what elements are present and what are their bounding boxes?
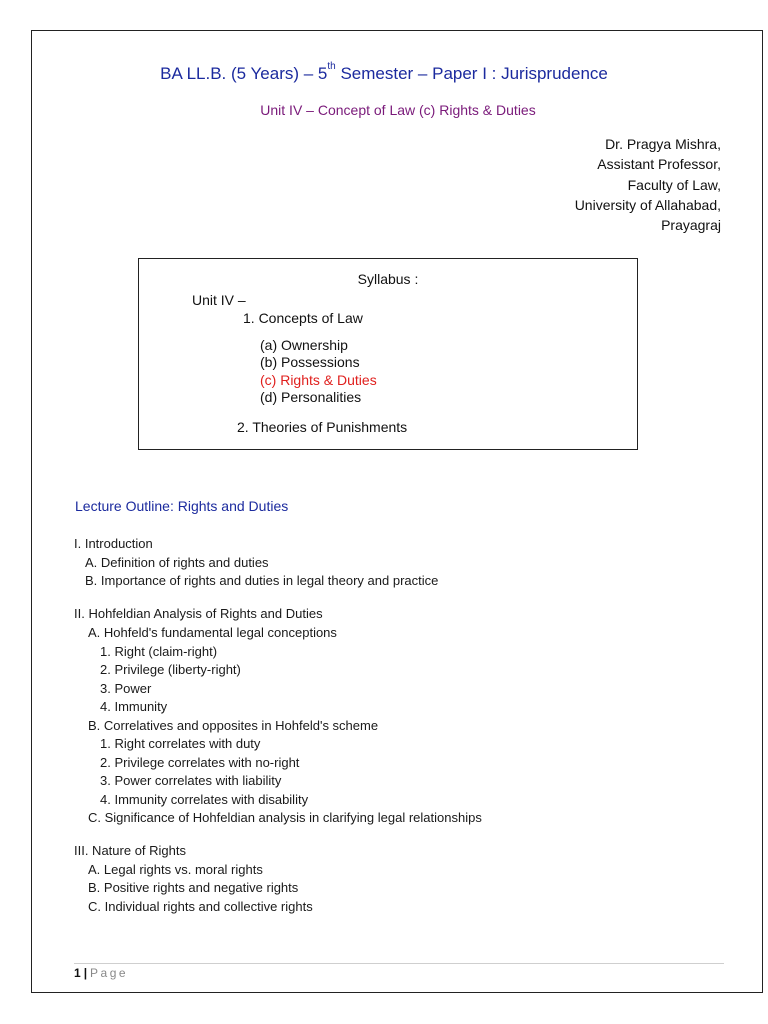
document-title [0,61,768,84]
syllabus-unit: Unit IV – [192,292,246,308]
outline-item: A. Hohfeld's fundamental legal conceptions [88,625,337,640]
outline-subitem: 4. Immunity [100,699,168,714]
title-main: BA LL.B. (5 Years) – 5 [160,64,328,83]
outline-subitem: 3. Power [100,680,152,696]
outline-item: C. Individual rights and collective rights [88,898,313,914]
title-rest: Semester – Paper I : Jurisprudence [335,64,608,83]
syllabus-item-highlighted: (c) Rights & Duties [260,372,377,388]
section-heading: III. Nature of Rights [74,843,186,858]
syllabus-item: (b) Possessions [260,354,360,370]
author-city: Prayagraj [661,217,721,234]
outline-subitem: 1. Right (claim-right) [100,643,218,659]
section-heading: II. Hohfeldian Analysis of Rights and Duties [74,606,323,621]
syllabus-item: (a) Ownership [260,337,348,353]
outline-item: B. Importance of rights and duties in legal theory and practice [85,573,439,588]
page-footer [74,966,128,980]
outline-title: Lecture Outline: Rights and Duties [75,498,289,514]
author-block [575,134,721,235]
section-heading: I. Introduction [74,536,153,551]
outline-subitem: 4. Immunity correlates with disability [100,791,309,807]
author-faculty: Faculty of Law, [627,176,721,193]
outline-item: B. Correlatives and opposites in Hohfeld's scheme [88,717,379,733]
outline-subitem: 3. Power correlates with liability [100,773,282,788]
footer-separator: | [83,966,88,980]
author-university: University of Allahabad, [574,196,721,213]
page-number: 1 [74,966,81,980]
outline-subitem: 2. Privilege (liberty-right) [100,662,241,677]
outline-subitem: 1. Right correlates with duty [100,736,261,751]
syllabus-box [138,258,638,450]
outline-subitem: 2. Privilege correlates with no-right [100,754,300,770]
outline-item: B. Positive rights and negative rights [88,880,299,895]
syllabus-theories: 2. Theories of Punishments [237,419,408,435]
outline-item: A. Legal rights vs. moral rights [88,861,263,877]
syllabus-item: (d) Personalities [260,389,362,405]
author-name: Dr. Pragya Mishra, [605,136,721,152]
footer-divider [74,963,724,964]
outline-item: A. Definition of rights and duties [85,554,269,570]
author-role: Assistant Professor, [597,156,721,173]
document-subtitle: Unit IV – Concept of Law (c) Rights & Duties [260,102,536,118]
title-superscript: th [327,61,336,73]
syllabus-concepts: 1. Concepts of Law [243,310,363,326]
outline-item: C. Significance of Hohfeldian analysis in clarifying legal relationships [88,810,482,825]
syllabus-title: Syllabus : [357,271,419,287]
page-label: Page [90,966,129,980]
